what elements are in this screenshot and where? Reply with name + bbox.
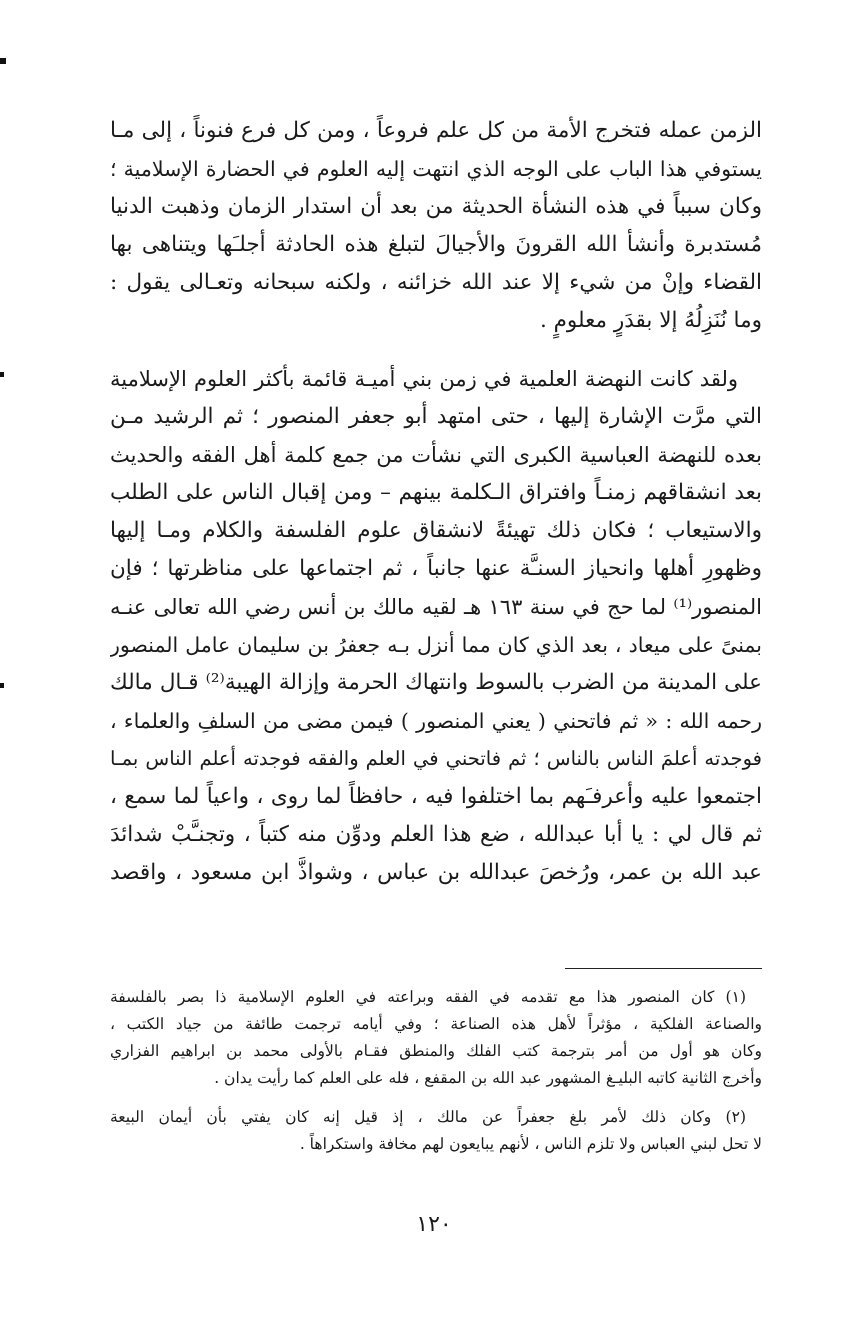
text-line: والاستيعاب ؛ فكان ذلك تهيئةً لانشقاق علوم الفلسفة والكلام ومـا إليها — [110, 518, 762, 543]
text-line: على المدينة من الضرب بالسوط وانتهاك الحرمة وإزالة الهيبة⁽²⁾ قـال مالك — [110, 670, 762, 695]
scan-edge-mark — [0, 372, 4, 377]
main-text — [110, 112, 762, 892]
footnote-line: وكان هو أول من أمر بترجمة كتب الفلك والمنطق فقـام بالأولى محمد بن ابراهيم الفزاري — [110, 1042, 762, 1060]
paragraph-1 — [110, 112, 762, 340]
text-line: وما نُنَزِلُهُ إلا بقدَرٍ معلومٍ . — [539, 308, 762, 333]
footnote-line: والصناعة الفلكية ، مؤثراً لأهل هذه الصناعة ؛ وفي أيامه ترجمت طائفة من جياد الكتب ، — [110, 1015, 762, 1033]
page-number: ١٢٠ — [416, 1212, 452, 1237]
footnote-line: وأخرج الثانية كاتبه البليـغ المشهور عبد الله بن المقفع ، فله على العلم كما رأيت يدان . — [214, 1069, 762, 1087]
scan-edge-mark — [0, 58, 6, 64]
text-line: يستوفي هذا الباب على الوجه الذي انتهت إليه العلوم في الحضارة الإسلامية ؛ — [110, 157, 762, 181]
text-line: وكان سبباً في هذه النشأة الحديثة من بعد أن استدار الزمان وذهبت الدنيا — [110, 194, 762, 219]
scan-edge-mark — [0, 683, 4, 688]
text-line: بعده للنهضة العباسية الكبرى التي نشأت من جمع كلمة أهل الفقه والحديث — [110, 443, 762, 467]
text-line: الزمن عمله فتخرج الأمة من كل علم فروعاً ، ومن كل فرع فنوناً ، إلى مـا — [110, 118, 762, 143]
footnote-line: لا تحل لبني العباس ولا تلزم الناس ، لأنهم يبايعون لهم مخافة واستكراهاً . — [299, 1135, 762, 1153]
text-line: فوجدته أعلمَ الناس بالناس ؛ ثم فاتحني في العلم والفقه فوجدته أعلم الناس بمـا — [110, 747, 762, 770]
text-line: عبد الله بن عمر، ورُخصَ عبدالله بن عباس ، وشواذَّ ابن مسعود ، واقصد — [110, 860, 762, 885]
footnote-separator — [565, 968, 762, 969]
footnote-line: (٢) وكان ذلك لأمر بلغ جعفراً عن مالك ، إذ قيل إنه كان يفتي بأن أيمان البيعة — [110, 1108, 746, 1126]
text-line: المنصور⁽¹⁾ لما حج في سنة ١٦٣ هـ لقيه مالك بن أنس رضي الله تعالى عنـه — [110, 595, 762, 619]
footnote-line: (١) كان المنصور هذا مع تقدمه في الفقه وبراعته في العلوم الإسلامية ذا بصر بالفلسفة — [110, 988, 746, 1006]
text-line: التي مرَّت الإشارة إليها ، حتى امتهد أبو جعفر المنصور ؛ ثم الرشيد مـن — [110, 404, 762, 429]
text-line: رحمه الله : « ثم فاتحني ( يعني المنصور ) فيمن مضى من السلفِ والعلماء ، — [110, 709, 762, 733]
footnote-2 — [110, 1104, 762, 1158]
paragraph-2 — [110, 360, 762, 892]
text-line: مُستدبرة وأنشأ الله القرونَ والأجيالَ لتبلغ هذه الحادثة أجلـَها ويتناهى بها — [110, 232, 762, 257]
text-line: بعد انشقاقهم زمنـاً وافتراق الـكلمة بينهم – ومن إقبال الناس على الطلب — [110, 480, 762, 505]
text-line: بمنىً على ميعاد ، بعد الذي كان مما أنزل بـه جعفرُ بن سليمان عامل المنصور — [110, 633, 762, 657]
footnote-1 — [110, 984, 762, 1092]
text-line: ثم قال لي : يا أبا عبدالله ، ضع هذا العلم ودوِّن منه كتباً ، وتجنـَّبْ شدائدَ — [110, 822, 762, 847]
text-line: وظهورِ أهلها وانحياز السنـَّة عنها جانباً ، ثم اجتماعها على مناظرتها ؛ فإن — [110, 556, 762, 581]
footnotes — [110, 984, 762, 1158]
text-line: اجتمعوا عليه وأعرفـَهم بما اختلفوا فيه ، حافظاً لما روى ، واعياً لما سمع ، — [110, 784, 762, 809]
text-line: ولقد كانت النهضة العلمية في زمن بني أميـة قائمة بأكثر العلوم الإسلامية — [110, 367, 738, 391]
text-line: القضاء وإنْ من شيء إلا عند الله خزائنه ، ولكنه سبحانه وتعـالى يقول : — [110, 270, 762, 295]
